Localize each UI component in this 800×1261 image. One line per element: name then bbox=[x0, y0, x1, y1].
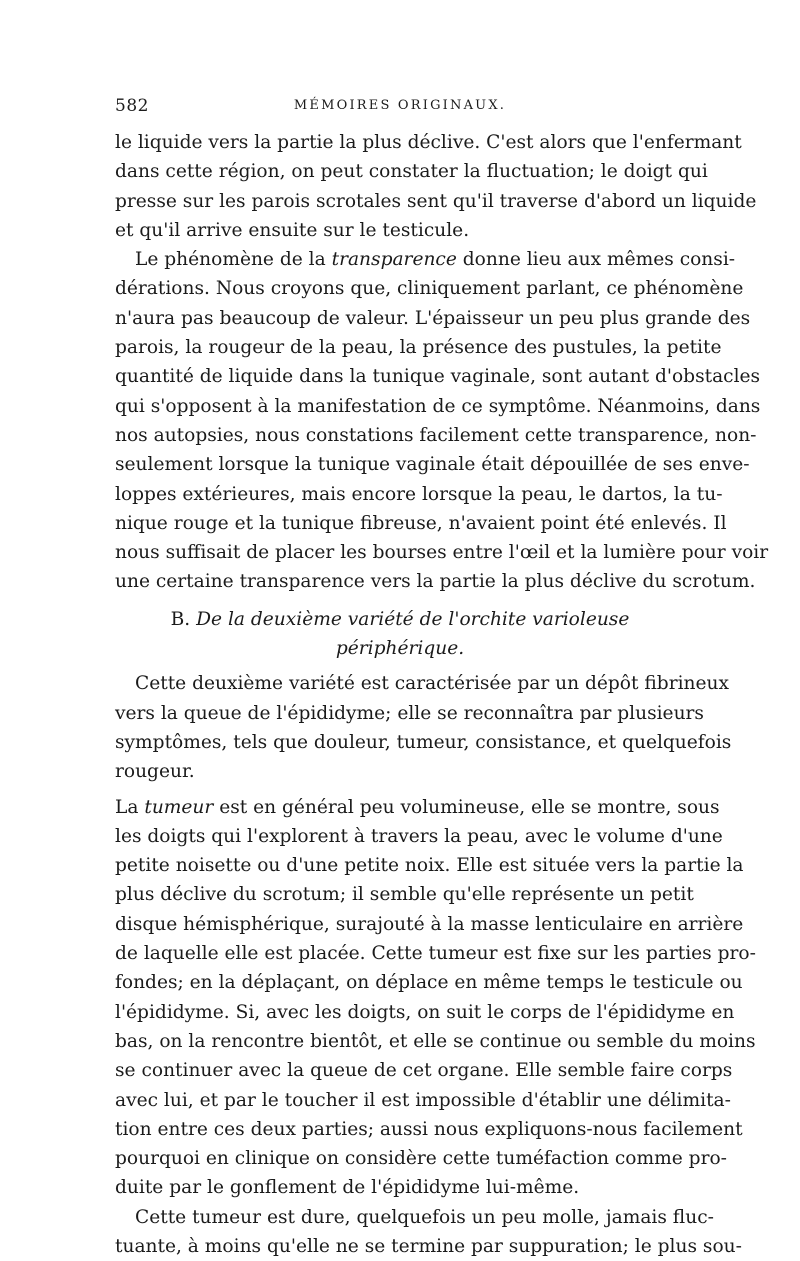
text-line: qui s'opposent à la manifestation de ce symptôme. Néanmoins, dans bbox=[115, 395, 761, 417]
text-line: avec lui, et par le toucher il est impossible d'établir une délimita- bbox=[115, 1089, 731, 1111]
text-line: bas, on la rencontre bientôt, et elle se continue ou semble du moins bbox=[115, 1030, 756, 1052]
running-title: MÉMOIRES ORIGINAUX. bbox=[293, 98, 507, 113]
text-line: rougeur. bbox=[115, 761, 195, 783]
page-number: 582 bbox=[115, 96, 149, 116]
text-line: quantité de liquide dans la tunique vaginale, sont autant d'obstacles bbox=[115, 366, 761, 388]
text-line: se continuer avec la queue de cet organe. Elle semble faire corps bbox=[115, 1060, 733, 1082]
paragraph bbox=[115, 793, 756, 1203]
text-line: pourquoi en clinique on considère cette tuméfaction comme pro- bbox=[115, 1148, 727, 1170]
text-line: dérations. Nous croyons que, cliniquement parlant, ce phénomène bbox=[115, 278, 744, 300]
text-line bbox=[115, 793, 720, 822]
text-span: La bbox=[115, 796, 145, 818]
section-title: De la deuxième variété de l'orchite varioleuse bbox=[196, 608, 630, 630]
text-line: Cette deuxième variété est caractérisée par un dépôt fibrineux bbox=[135, 673, 729, 695]
text-line: vers la queue de l'épididyme; elle se reconnaîtra par plusieurs bbox=[115, 702, 704, 724]
paragraph bbox=[115, 1203, 742, 1261]
section-heading-line bbox=[115, 605, 685, 634]
text-line: le liquide vers la partie la plus déclive. C'est alors que l'enfermant bbox=[115, 132, 742, 153]
paragraph bbox=[115, 128, 757, 245]
text-line: nique rouge et la tunique fibreuse, n'avaient point été enlevés. Il bbox=[115, 512, 727, 534]
text-line: loppes extérieures, mais encore lorsque la peau, le dartos, la tu- bbox=[115, 483, 723, 505]
section-heading-line: périphérique. bbox=[335, 638, 465, 660]
text-line: dans cette région, on peut constater la fluctuation; le doigt qui bbox=[115, 161, 708, 183]
text-line: une certaine transparence vers la partie la plus déclive du scrotum. bbox=[115, 571, 756, 593]
emphasis-text: transparence bbox=[331, 249, 457, 271]
text-line bbox=[115, 245, 736, 274]
text-line: symptômes, tels que douleur, tumeur, consistance, et quelquefois bbox=[115, 731, 732, 753]
paragraph bbox=[115, 669, 732, 786]
section-label: B. bbox=[170, 608, 191, 630]
text-line: petite noisette ou d'une petite noix. Elle est située vers la partie la bbox=[115, 855, 744, 877]
text-line: nous suffisait de placer les bourses entre l'œil et la lumière pour voir bbox=[115, 542, 769, 564]
text-line: parois, la rougeur de la peau, la présence des pustules, la petite bbox=[115, 337, 722, 359]
text-line: et qu'il arrive ensuite sur le testicule. bbox=[115, 219, 470, 241]
text-line: de laquelle elle est placée. Cette tumeur est fixe sur les parties pro- bbox=[115, 943, 756, 965]
text-line: l'épididyme. Si, avec les doigts, on suit le corps de l'épididyme en bbox=[115, 1001, 735, 1023]
text-line: plus déclive du scrotum; il semble qu'elle représente un petit bbox=[115, 884, 694, 906]
text-span: donne lieu aux mêmes consi- bbox=[456, 249, 736, 271]
text-span: est en général peu volumineuse, elle se montre, sous bbox=[213, 796, 720, 818]
text-span: Le phénomène de la bbox=[135, 249, 332, 271]
page-header bbox=[115, 96, 685, 122]
text-line: tion entre ces deux parties; aussi nous expliquons-nous facilement bbox=[115, 1118, 743, 1140]
text-line: duite par le gonflement de l'épididyme lui-même. bbox=[115, 1177, 580, 1199]
emphasis-text: tumeur bbox=[144, 796, 214, 818]
section-heading bbox=[115, 605, 685, 664]
text-line: Cette tumeur est dure, quelquefois un peu molle, jamais fluc- bbox=[135, 1206, 714, 1228]
text-line: les doigts qui l'explorent à travers la peau, avec le volume d'une bbox=[115, 825, 723, 847]
text-line: n'aura pas beaucoup de valeur. L'épaisseur un peu plus grande des bbox=[115, 307, 751, 329]
text-line: presse sur les parois scrotales sent qu'il traverse d'abord un liquide bbox=[115, 190, 757, 212]
body-text bbox=[115, 128, 769, 1261]
text-line: nos autopsies, nous constations facilement cette transparence, non- bbox=[115, 424, 757, 446]
text-line: disque hémisphérique, surajouté à la masse lenticulaire en arrière bbox=[115, 913, 744, 935]
paragraph bbox=[115, 245, 769, 597]
text-line: fondes; en la déplaçant, on déplace en même temps le testicule ou bbox=[115, 972, 743, 994]
text-line: seulement lorsque la tunique vaginale était dépouillée de ses enve- bbox=[115, 454, 750, 476]
text-line: tuante, à moins qu'elle ne se termine par suppuration; le plus sou- bbox=[115, 1235, 742, 1257]
